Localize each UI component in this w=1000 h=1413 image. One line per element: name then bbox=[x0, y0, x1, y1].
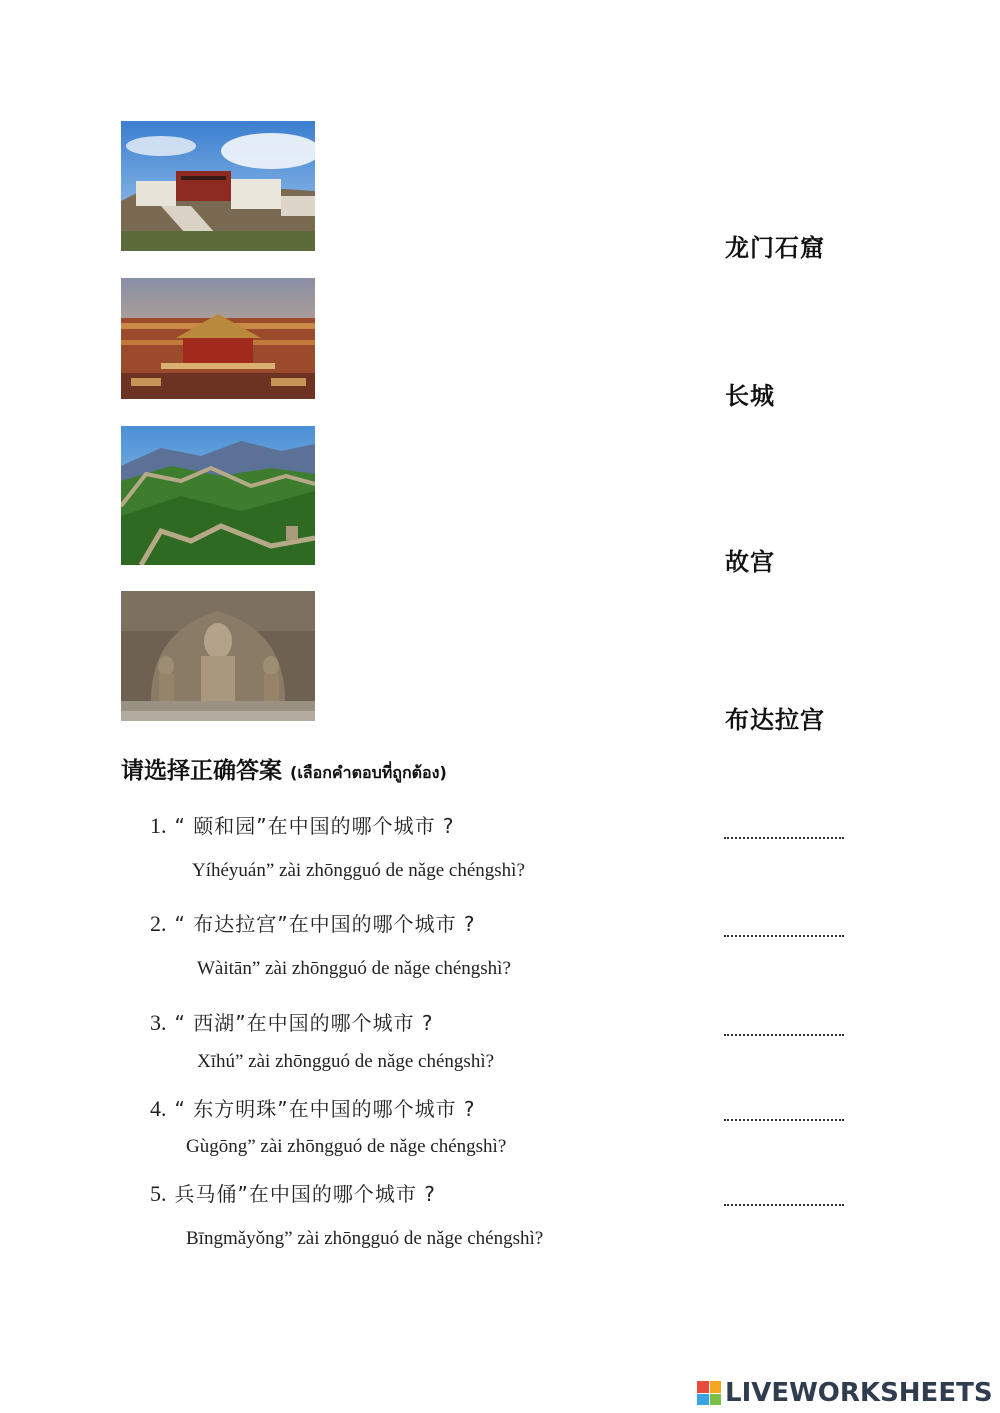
question-2 bbox=[150, 908, 476, 937]
liveworksheets-logo bbox=[697, 1378, 993, 1408]
question-text: “ 东方明珠”在中国的哪个城市 ? bbox=[174, 1097, 476, 1121]
question-number: 5. bbox=[150, 1181, 167, 1206]
question-3 bbox=[150, 1007, 434, 1036]
great-wall-photo bbox=[121, 426, 315, 565]
question-5-pinyin: Bīngmǎyǒng” zài zhōngguó de nǎge chéngshì? bbox=[186, 1228, 544, 1249]
question-number: 2. bbox=[150, 911, 167, 936]
question-4 bbox=[150, 1093, 476, 1122]
question-text: “ 布达拉宫”在中国的哪个城市 ? bbox=[174, 912, 476, 936]
forbidden-city-photo bbox=[121, 278, 315, 399]
question-number: 4. bbox=[150, 1096, 167, 1121]
brand-name: LIVEWORKSHEETS bbox=[725, 1378, 993, 1408]
question-3-pinyin: Xīhú” zài zhōngguó de nǎge chéngshì? bbox=[197, 1051, 495, 1072]
answer-blank-4[interactable] bbox=[724, 1119, 844, 1121]
answer-blank-5[interactable] bbox=[724, 1204, 844, 1206]
heading-chinese: 请选择正确答案 bbox=[121, 758, 282, 784]
question-text: “ 西湖”在中国的哪个城市 ? bbox=[174, 1011, 434, 1035]
label-potala-palace: 布达拉宫 bbox=[725, 706, 825, 734]
question-number: 3. bbox=[150, 1010, 167, 1035]
section-heading bbox=[121, 752, 447, 786]
question-text: 兵马俑”在中国的哪个城市 ? bbox=[174, 1182, 436, 1206]
question-text: “ 颐和园”在中国的哪个城市 ? bbox=[174, 814, 455, 838]
question-2-pinyin: Wàitān” zài zhōngguó de nǎge chéngshì? bbox=[197, 958, 511, 979]
question-number: 1. bbox=[150, 813, 167, 838]
question-5 bbox=[150, 1178, 436, 1207]
label-great-wall: 长城 bbox=[725, 382, 775, 410]
longmen-grottoes-photo bbox=[121, 591, 315, 721]
logo-icon bbox=[697, 1381, 721, 1405]
question-4-pinyin: Gùgōng” zài zhōngguó de nǎge chéngshì? bbox=[186, 1136, 507, 1157]
answer-blank-2[interactable] bbox=[724, 935, 844, 937]
potala-palace-photo bbox=[121, 121, 315, 251]
answer-blank-1[interactable] bbox=[724, 837, 844, 839]
label-forbidden-city: 故宫 bbox=[725, 548, 775, 576]
question-1-pinyin: Yíhéyuán” zài zhōngguó de nǎge chéngshì? bbox=[192, 860, 525, 881]
label-longmen-grottoes: 龙门石窟 bbox=[725, 234, 825, 262]
answer-blank-3[interactable] bbox=[724, 1034, 844, 1036]
heading-thai: (เลือกคำตอบที่ถูกต้อง) bbox=[290, 763, 447, 782]
question-1 bbox=[150, 810, 455, 839]
